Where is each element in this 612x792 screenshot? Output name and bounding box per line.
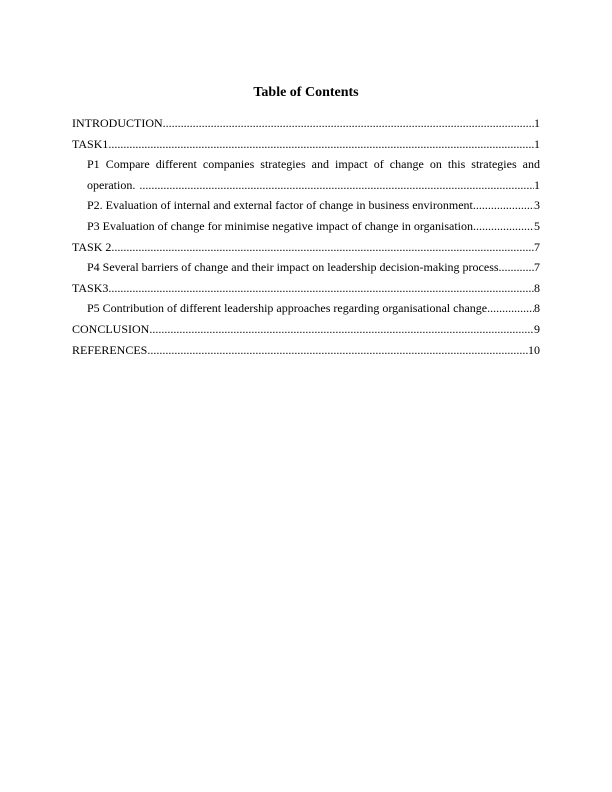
toc-leader-dots <box>502 257 534 278</box>
toc-page-number: 7 <box>534 239 540 254</box>
toc-page-number: 10 <box>528 342 540 357</box>
toc-entry-label-line1: P1 Compare different companies strategies and impact of change on this strategies and <box>87 157 540 172</box>
toc-page-number: 3 <box>534 198 540 213</box>
toc-entry-p5[interactable] <box>72 298 540 319</box>
toc-leader-dots <box>163 113 534 134</box>
toc-entry-label: TASK 2 <box>72 239 112 254</box>
toc-leader-dots <box>135 175 534 196</box>
toc-leader-dots <box>108 134 534 155</box>
toc-entry-p2[interactable] <box>72 195 540 216</box>
toc-page-number: 1 <box>534 177 540 192</box>
toc-entry-references[interactable] <box>72 340 540 361</box>
toc-entry-p4[interactable] <box>72 257 540 278</box>
toc-entry-label: TASK1 <box>72 136 109 151</box>
toc-title: Table of Contents <box>253 85 359 100</box>
toc-entry-p1[interactable] <box>72 154 540 195</box>
toc-leader-dots <box>149 319 534 340</box>
toc-entry-task3[interactable] <box>72 278 540 299</box>
toc-entry-label: P2. Evaluation of internal and external factor of change in business environment. <box>87 198 476 213</box>
toc-page-number: 7 <box>534 260 540 275</box>
toc-entry-conclusion[interactable] <box>72 319 540 340</box>
toc-entry-p3[interactable] <box>72 216 540 237</box>
toc-entry-label: CONCLUSION <box>72 321 150 336</box>
toc-entry-label-line2: operation. <box>87 177 136 192</box>
toc-page-number: 1 <box>534 116 540 130</box>
toc-page-number: 5 <box>534 218 540 233</box>
toc-entry-task1[interactable] <box>72 134 540 155</box>
toc-page-number: 1 <box>534 136 540 151</box>
toc-leader-dots <box>111 237 534 258</box>
toc-entry-label: REFERENCES <box>72 342 148 357</box>
toc-entry-task2[interactable] <box>72 237 540 258</box>
toc-entry-label: P5 Contribution of different leadership approaches regarding organisational change. <box>87 301 491 316</box>
toc-entry-label: INTRODUCTION <box>72 116 163 130</box>
table-of-contents <box>72 113 540 360</box>
toc-page-number: 8 <box>534 280 540 295</box>
toc-leader-dots <box>108 278 534 299</box>
toc-page-number: 9 <box>534 321 540 336</box>
toc-leader-dots <box>476 216 534 237</box>
toc-entry-label: P4 Several barriers of change and their impact on leadership decision-making process. <box>87 260 502 275</box>
toc-entry-introduction[interactable] <box>72 113 540 134</box>
toc-entry-label: P3 Evaluation of change for minimise negative impact of change in organisation. <box>87 218 477 233</box>
toc-entry-label: TASK3 <box>72 280 109 295</box>
toc-leader-dots <box>476 195 534 216</box>
toc-page-number: 8 <box>534 301 540 316</box>
toc-leader-dots <box>147 340 528 361</box>
toc-leader-dots <box>490 298 534 319</box>
